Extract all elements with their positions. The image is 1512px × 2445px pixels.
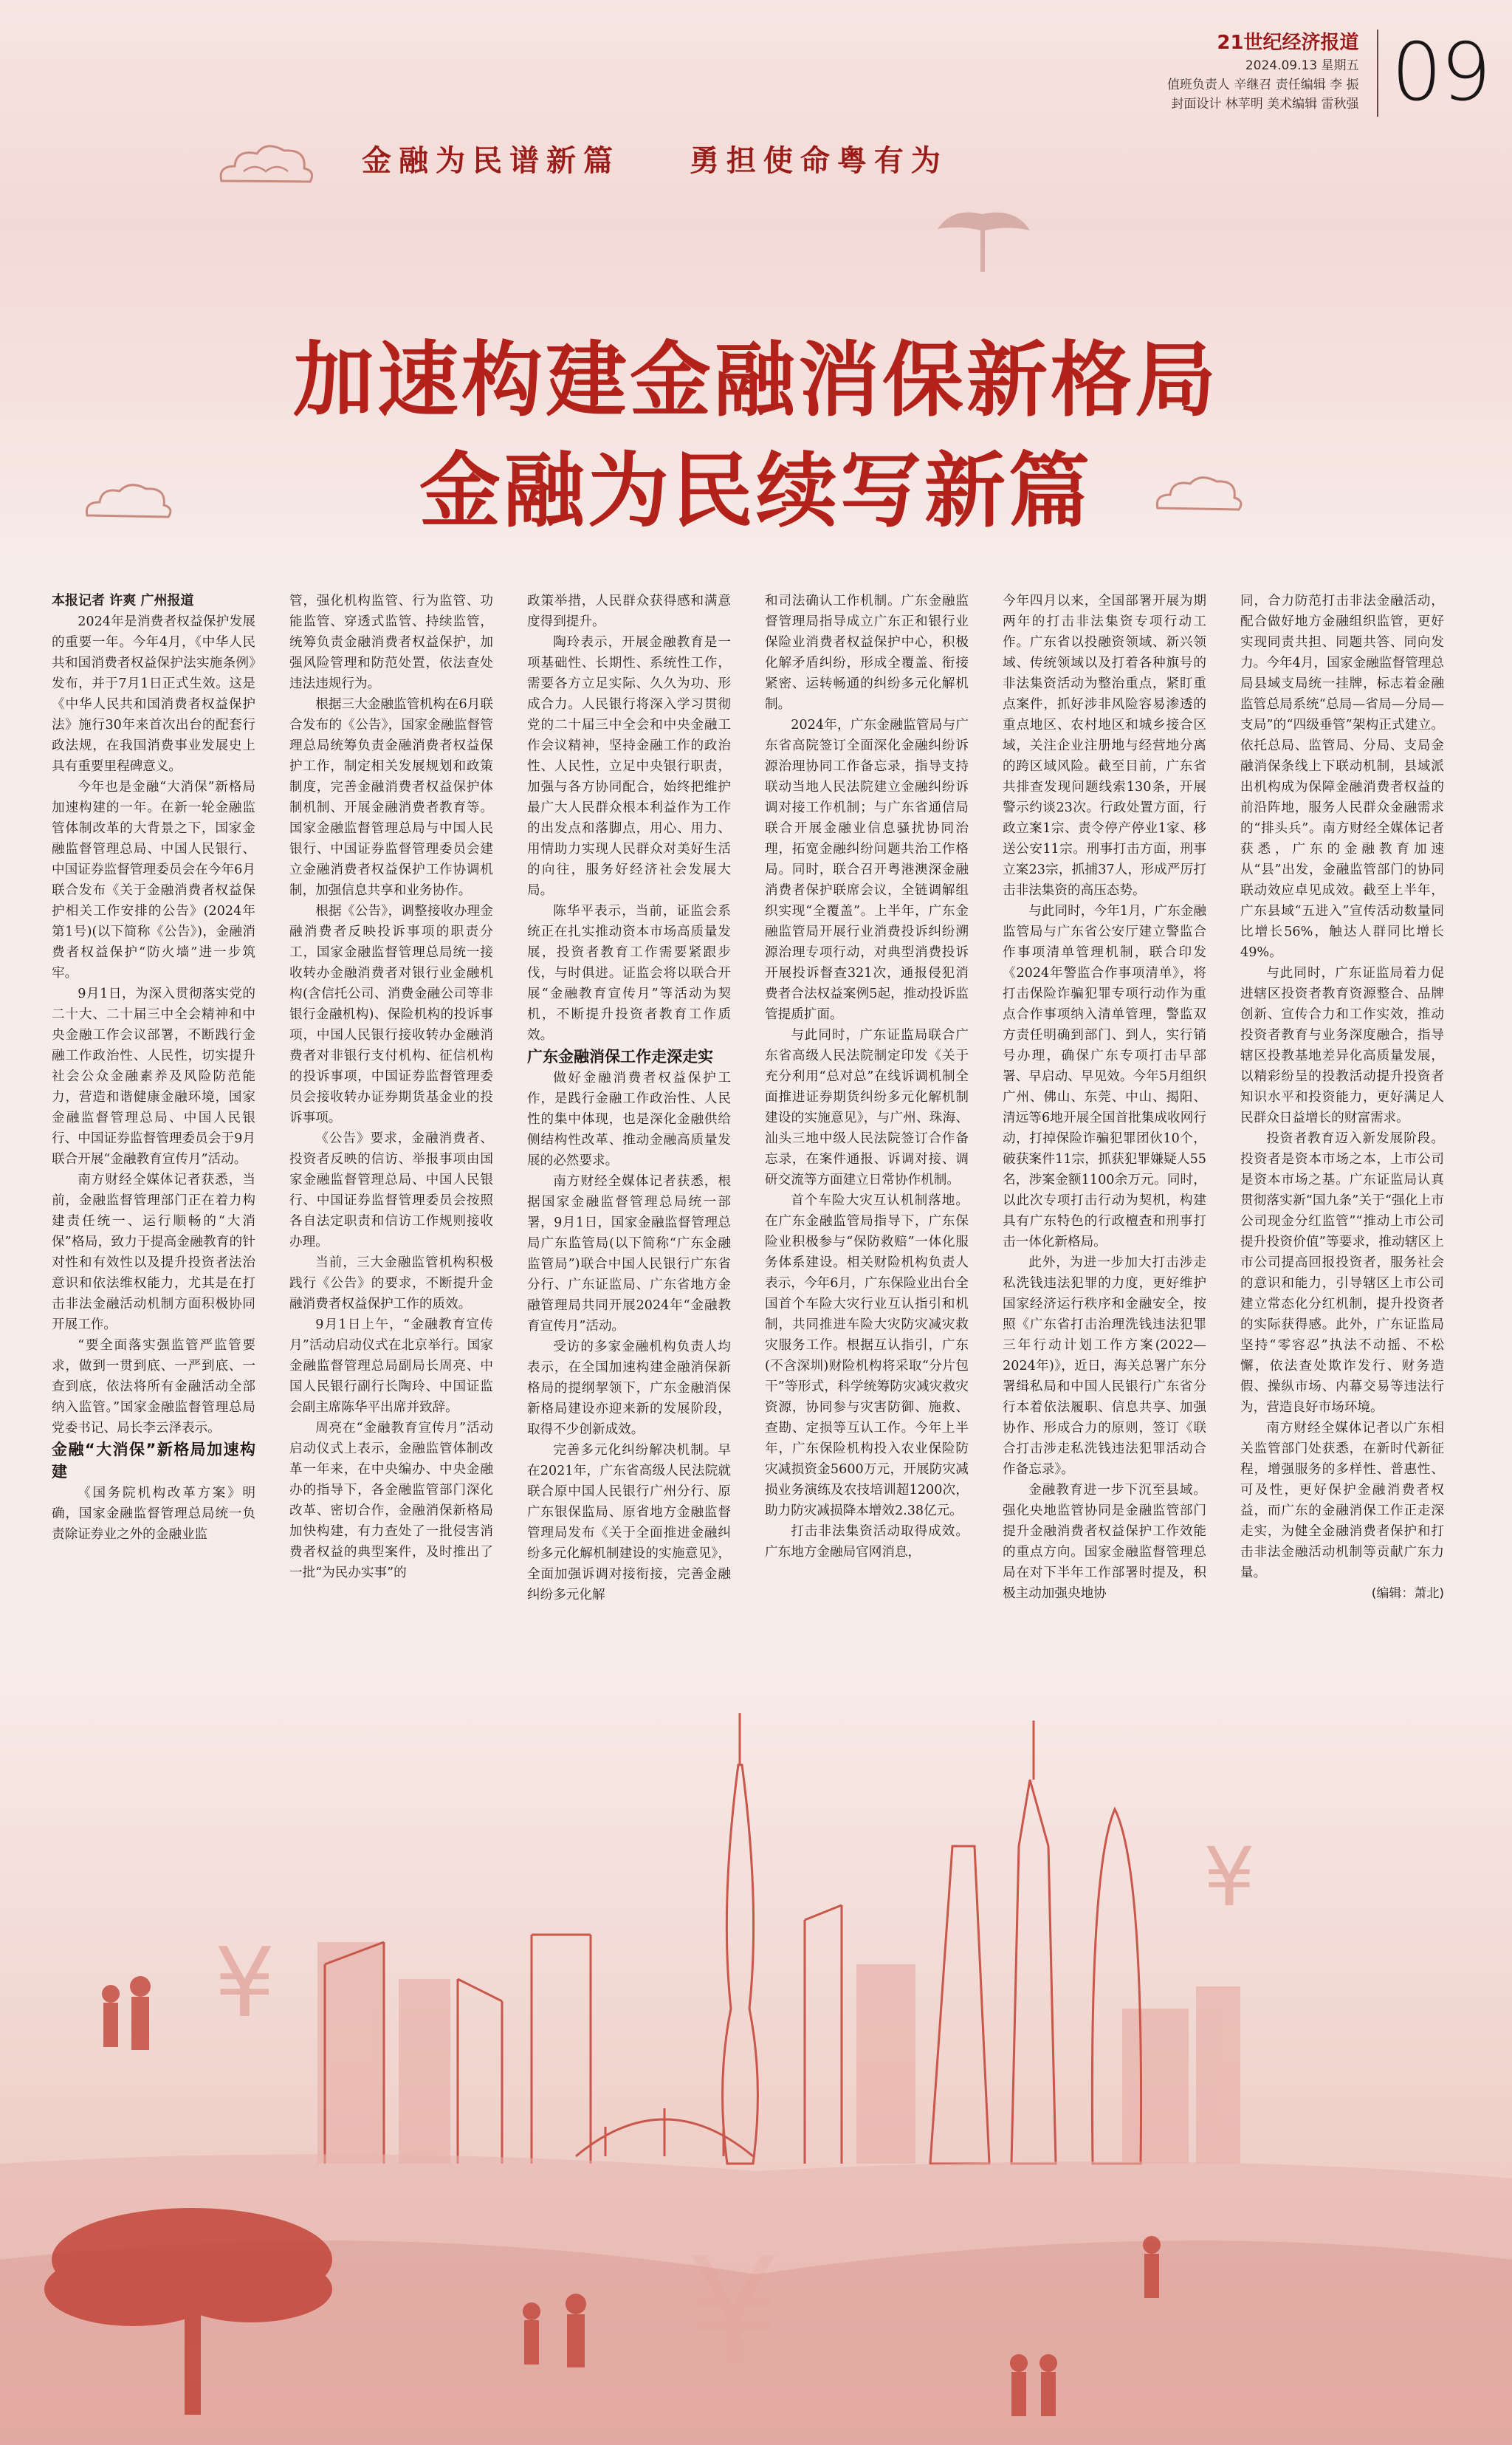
- paragraph: 2024年，广东金融监管局与广东省高院签订全面深化金融纠纷诉源治理协同工作备忘录，指导支持联动当地人民法院建立金融纠纷诉调对接工作机制；与广东省通信局联合开展金融业信息骚扰协同治理，拓宽金融纠纷问题共治工作格局。同时，联合召开粤港澳深金融消费者保护联席会议，全链调解组织实现“全覆盖”。上半年，广东金融监管局开展行业消费投诉纠纷溯源治理专项行动，对典型消费投诉开展投诉督查321次，通报侵犯消费者合法权益案例5起，推动投诉监管提质扩面。: [765, 718, 969, 1022]
- paragraph: 南方财经全媒体记者以广东相关监管部门处获悉，在新时代新征程，增强服务的多样性、普惠性、可及性，更好保护金融消费者权益，而广东的金融消保工作正走深走实，为健全金融消费者保护和打击非法金融活动机制等贡献广东力量。: [1240, 1421, 1444, 1580]
- paragraph: 南方财经全媒体记者获悉，根据国家金融监督管理总局统一部署，9月1日，国家金融监督管理总局广东监管局(以下简称“广东金融监管局”)联合中国人民银行广东省分行、广东证监局、广东省地方金融管理局共同开展2024年“金融教育宣传月”活动。: [527, 1174, 731, 1334]
- issue-date: 2024.09.13 星期五: [1245, 58, 1359, 73]
- column-6: [1240, 591, 1444, 1601]
- paragraph: 做好金融消费者权益保护工作，是践行金融工作政治性、人民性的集中体现，也是深化金融供给侧结构性改革、推动金融高质量发展的必然要求。: [527, 1071, 731, 1168]
- paragraph: 与此同时，广东证监局着力促进辖区投资者教育资源整合、品牌创新、宣传合力和工作实效，推动投资者教育与业务深度融合，指导辖区投教基地差异化高质量发展，以精彩纷呈的投教活动提升投资者知识水平和投资能力，更好满足人民群众日益增长的财富需求。: [1240, 966, 1444, 1125]
- paragraph: 当前，三大金融监管机构积极践行《公告》的要求，不断提升金融消费者权益保护工作的质效。: [289, 1255, 493, 1311]
- column-2: [289, 591, 493, 1580]
- paragraph: 打击非法集资活动取得成效。广东地方金融局官网消息，: [765, 1524, 969, 1560]
- paragraph: 陶玲表示，开展金融教育是一项基础性、长期性、系统性工作，需要各方立足实际、久久为功、形成合力。人民银行将深入学习贯彻党的二十届三中全会和中央金融工作会议精神，坚持金融工作的政治性、人民性，立足中央银行职责，加强与各方协同配合，始终把维护最广大人民群众根本利益作为工作的出发点和落脚点，用心、用力、用情助力实现人民群众对美好生活的向往，服务好经济社会发展大局。: [527, 635, 731, 898]
- yuan-symbol-icon: ¥: [214, 1927, 275, 2039]
- slogan-right: 勇担使命粤有为: [689, 143, 948, 178]
- column-4: [765, 591, 969, 1560]
- paragraph: 管，强化机构监管、行为监管、功能监管、穿透式监管、持续监管，统筹负责金融消费者权益保护，加强风险管理和防范处置，依法查处违法违规行为。: [289, 594, 493, 691]
- paragraph: 同，合力防范打击非法金融活动，配合做好地方金融组织监管，更好实现同责共担、同题共答、同向发力。今年4月，国家金融监督管理总局县域支局统一挂牌，标志着金融监管总局系统“总局—省局—分局—支局”的“四级垂管”架构正式建立。依托总局、监管局、分局、支局金融消保条线上下联动机制，县域派出机构成为保障金融消费者权益的前沿阵地，服务人民群众金融需求的“排头兵”。南方财经全媒体记者获悉，广东的金融教育加速从“县”出发，金融监管部门的协同联动效应卓见成效。截至上半年，广东县域“五进入”宣传活动数量同比增长56%，触达人群同比增长49%。: [1240, 594, 1444, 960]
- paragraph: 9月1日，为深入贯彻落实党的二十大、二十届三中全会精神和中央金融工作会议部署，不断践行金融工作政治性、人民性，切实提升社会公众金融素养及风险防范能力，营造和谐健康金融环境，国家金融监督管理总局、中国人民银行、中国证券监督管理委员会于9月联合开展“金融教育宣传月”活动。: [52, 987, 255, 1167]
- paragraph: 陈华平表示，当前，证监会系统正在扎实推动资本市场高质量发展，投资者教育工作需要紧跟步伐，与时俱进。证监会将以联合开展“金融教育宣传月”等活动为契机，不断提升投资者教育工作质效。: [527, 904, 731, 1043]
- paragraph: 投资者教育迈入新发展阶段。投资者是资本市场之本，上市公司是资本市场之基。广东证监局认真贯彻落实新“国九条”关于“强化上市公司现金分红监管”“推动上市公司提升投资价值”等要求，推动辖区上市公司提高回报投资者，服务社会的意识和能力，引导辖区上市公司建立常态化分红机制，提升投资者的实际获得感。此外，广东证监局坚持“零容忍”执法不动摇、不松懈，依法查处欺诈发行、财务造假、操纵市场、内幕交易等违法行为，营造良好市场环境。: [1240, 1131, 1444, 1415]
- staff-line-1: 值班负责人 辛继召 责任编辑 李 振: [1166, 78, 1359, 92]
- article-body: [52, 591, 1454, 1602]
- byline: 本报记者 许爽 广州报道: [52, 593, 194, 608]
- paper-name: 21世纪经济报道: [1217, 32, 1359, 54]
- paragraph: 9月1日上午，“金融教育宣传月”活动启动仪式在北京举行。国家金融监督管理总局副局长周亮、中国人民银行副行长陶玲、中国证监会副主席陈华平出席并致辞。: [289, 1317, 493, 1415]
- paragraph: 根据三大金融监管机构在6月联合发布的《公告》，国家金融监督管理总局统筹负责金融消费者权益保护工作，制定相关发展规划和政策制度，完善金融消费者权益保护体制机制、开展金融消费者教育等。国家金融监督管理总局与中国人民银行、中国证券监督管理委员会建立金融消费者权益保护工作协调机制，加强信息共享和业务协作。: [289, 697, 493, 898]
- cloud-ornament-icon: [214, 140, 317, 192]
- paragraph: “要全面落实强监管严监管要求，做到一贯到底、一严到底、一查到底，依法将所有金融活动全部纳入监管。”国家金融监督管理总局党委书记、局长李云泽表示。: [52, 1338, 255, 1436]
- spire-tower-icon: [1011, 1780, 1056, 2164]
- paragraph: 南方财经全媒体记者获悉，当前，金融监督管理部门正在着力构建责任统一、运行顺畅的“大消保”格局，致力于提高金融教育的针对性和有效性以及提升投资者法治意识和依法维权能力，尤其是在打击非法金融活动机制方面积极协同开展工作。: [52, 1173, 255, 1332]
- tree-silhouette-icon: [923, 185, 1041, 273]
- section-subhead-2: 广东金融消保工作走深走实: [527, 1048, 713, 1066]
- page-number: 09: [1391, 27, 1490, 119]
- paragraph: 首个车险大灾互认机制落地。在广东金融监管局指导下，广东保险业积极参与“保防救赔”一体化服务体系建设。相关财险机构负责人表示，今年6月，广东保险业出台全国首个车险大灾行业互认指引和机制，共同推进车险大灾防灾减灾救灾服务工作。根据互认指引，广东(不含深圳)财险机构将采取“分片包干”等形式，科学统筹防灾减灾救灾资源，协同参与灾害防御、施救、查勘、定损等互认工作。今年上半年，广东保险机构投入农业保险防灾减损资金5600万元，开展防灾减损业务演练及农技培训超1200次，助力防灾减损降本增效2.38亿元。: [765, 1193, 969, 1518]
- paragraph: 今年也是金融“大消保”新格局加速构建的一年。在新一轮金融监管体制改革的大背景之下，国家金融监督管理总局、中国人民银行、中国证券监督管理委员会在今年6月联合发布《关于金融消费者权益保护相关工作安排的公告》(2024年第1号)(以下简称《公告》)，金融消费者权益保护“防火墙”进一步筑牢。: [52, 780, 255, 981]
- paragraph: 此外，为进一步加大打击涉走私洗钱违法犯罪的力度，更好维护国家经济运行秩序和金融安全，按照《广东省打击治理洗钱违法犯罪三年行动计划工作方案(2022—2024年)》，近日，海关总署广东分署缉私局和中国人民银行广东省分行本着依法履职、信息共享、加强协作、形成合力的原则，签订《联合打击涉走私洗钱违法犯罪活动合作备忘录》。: [1003, 1255, 1206, 1477]
- section-subhead-1: 金融“大消保”新格局加速构建: [52, 1441, 255, 1481]
- city-skyline-illustration: [0, 1698, 1512, 2445]
- paragraph: 与此同时，今年1月，广东金融监管局与广东省公安厅建立警监合作事项清单管理机制，联合印发《2024年警监合作事项清单》，将打击保险诈骗犯罪专项行动作为重点合作事项纳入清单管理，警监双方责任明确到部门、到人，实行销号办理，确保广东专项打击早部署、早启动、早见效。今年5月组织广州、佛山、东莞、中山、揭阳、清远等6地开展全国首批集成收网行动，打掉保险诈骗犯罪团伙10个，破获案件11宗，抓获犯罪嫌疑人55名，涉案金额1100余万元。同时，以此次专项打击行动为契机，构建具有广东特色的行政檀查和刑事打击一体化新格局。: [1003, 904, 1206, 1249]
- yuan-symbol-icon: ¥: [1203, 1830, 1255, 1924]
- paragraph: 根据《公告》，调整接收办理金融消费者反映投诉事项的职责分工，国家金融监督管理总局统一接收转办金融消费者对银行业金融机构(含信托公司、消费金融公司等非银行金融机构)、保险机构的投诉事项，中国人民银行接收转办金融消费者对非银行支付机构、征信机构的投诉事项，中国证券监督管理委员会接收转办证券期货基金业的投诉事项。: [289, 904, 493, 1125]
- column-1: [52, 591, 255, 1543]
- slogan-left: 金融为民谱新篇: [362, 143, 620, 178]
- masthead: [1166, 27, 1490, 133]
- paragraph: 完善多元化纠纷解决机制。早在2021年，广东省高级人民法院就联合原中国人民银行广州分行、原广东银保监局、原省地方金融监督管理局发布《关于全面推进金融纠纷多元化解机制建设的实施意见》，全面加强诉调对接衔接，完善金融纠纷多元化解: [527, 1443, 731, 1602]
- paragraph: 《公告》要求，金融消费者、投资者反映的信访、举报事项由国家金融监督管理总局、中国人民银行、中国证券监督管理委员会按照各自法定职责和信访工作规则接收办理。: [289, 1131, 493, 1249]
- paragraph: 和司法确认工作机制。广东金融监督管理局指导成立广东正和银行业保险业消费者权益保护中心，积极化解矛盾纠纷，形成全覆盖、衔接紧密、运转畅通的纠纷多元化解机制。: [765, 594, 969, 712]
- column-5: [1003, 591, 1206, 1601]
- headline-line-2: 金融为民续写新篇: [419, 444, 1093, 538]
- paragraph: 《国务院机构改革方案》明确，国家金融监督管理总局统一负责除证券业之外的金融业监: [52, 1486, 255, 1542]
- editor-credit: (编辑：萧北): [1371, 1586, 1444, 1601]
- masthead-info: [1167, 30, 1359, 114]
- canton-tower-icon: [723, 1765, 758, 2164]
- slogan: [362, 137, 1000, 179]
- paragraph: 2024年是消费者权益保护发展的重要一年。今年4月，《中华人民共和国消费者权益保护法实施条例》发布，并于7月1日正式生效。这是《中华人民共和国消费者权益保护法》施行30年来首次出台的配套行政法规，在我国消费事业发展史上具有重要里程碑意义。: [52, 614, 255, 774]
- paragraph: 与此同时，广东证监局联合广东省高级人民法院制定印发《关于充分利用“总对总”在线诉调机制全面推进证券期货纠纷多元化解机制建设的实施意见》，与广州、珠海、汕头三地中级人民法院签订合作备忘录，在案件通报、诉调对接、调研交流等方面建立日常协作机制。: [765, 1028, 969, 1187]
- ifc-tower-icon: [930, 1846, 989, 2164]
- staff-line-2: 封面设计 林苹明 美术编辑 雷秋强: [1171, 97, 1359, 112]
- paragraph: 周亮在“金融教育宣传月”活动启动仪式上表示，金融监管体制改革一年来，在中央编办、中央金融办的指导下，各金融监管部门深化改革、密切合作，金融消保新格局加快构建，有力查处了一批侵害消费者权益的典型案件，及时推出了一批“为民办实事”的: [289, 1421, 493, 1580]
- paragraph: 政策举措，人民群众获得感和满意度得到提升。: [527, 594, 731, 629]
- paragraph: 金融教育进一步下沉至县域。强化央地监管协同是金融监管部门提升金融消费者权益保护工作效能的重点方向。国家金融监督管理总局在对下半年工作部署时提及，积极主动加强央地协: [1003, 1483, 1206, 1601]
- paragraph: 受访的多家金融机构负责人均表示，在全国加速构建金融消保新格局的提纲挈领下，广东金融消保新格局建设亦迎来新的发展阶段，取得不少创新成效。: [527, 1340, 731, 1437]
- paragraph: 今年四月以来，全国部署开展为期两年的打击非法集资专项行动工作。广东省以投融资领域、新兴领域、传统领域以及打着各种旗号的非法集资活动为整治重点，紧盯重点案件，抓好涉非风险容易渗透的重点地区、农村地区和城乡接合区域，关注企业注册地与经营地分离的跨区域风险。截至目前，广东省共排查发现问题线索130条，开展警示约谈23次。行政处置方面，行政立案1宗、责令停产停业1家、移送公安11宗。刑事打击方面，刑事立案23宗，抓捕37人，形成严厉打击非法集资的高压态势。: [1003, 594, 1206, 898]
- masthead-divider: [1377, 30, 1378, 117]
- column-3: [527, 591, 731, 1602]
- headline-line-1: 加速构建金融消保新格局: [293, 333, 1219, 428]
